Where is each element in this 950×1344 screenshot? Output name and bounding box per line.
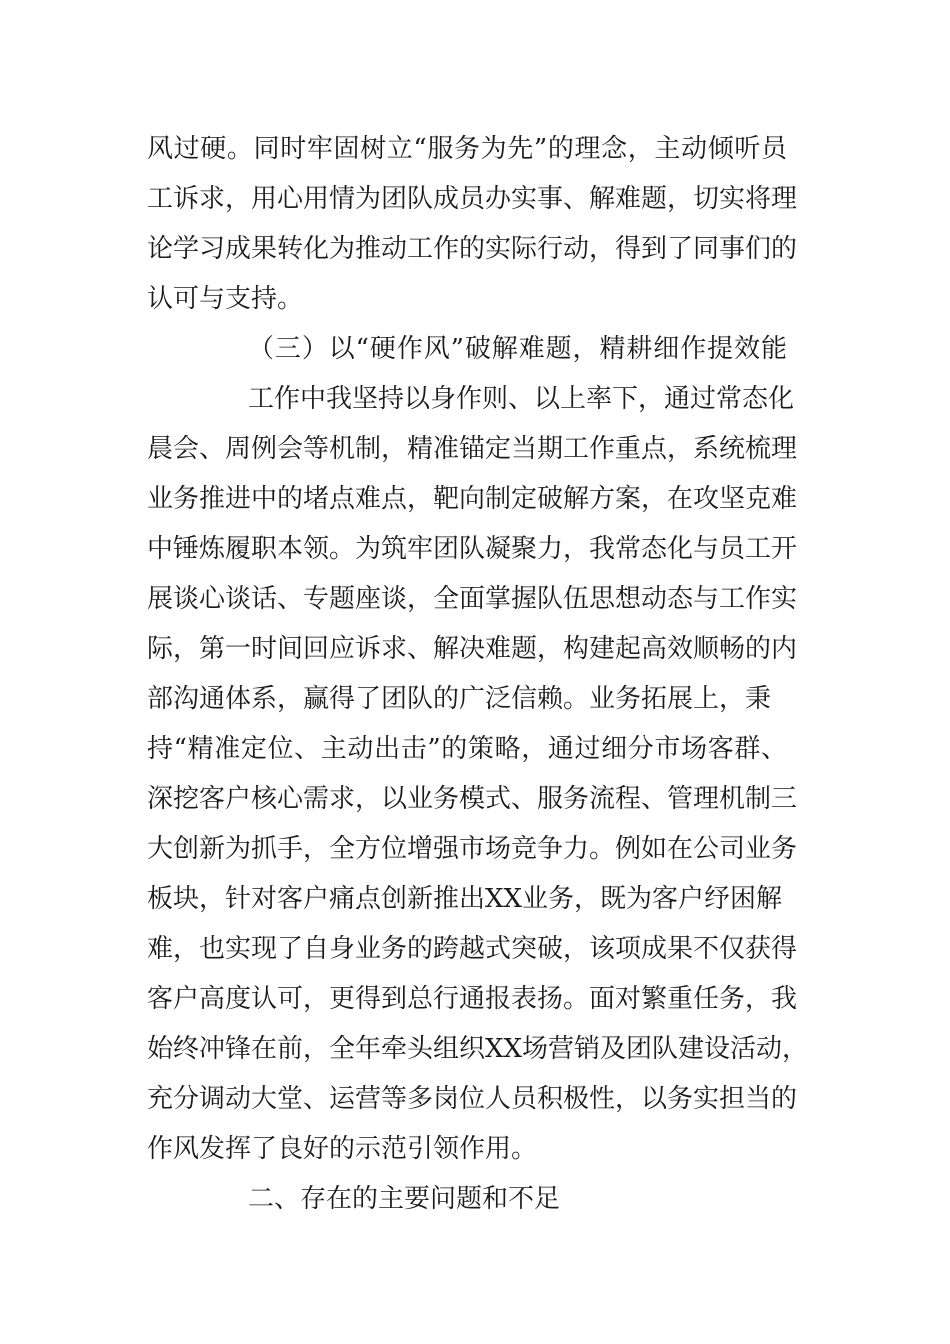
paragraph-line: 晨会、周例会等机制，精准锚定当期工作重点，系统梳理 — [147, 434, 798, 464]
paragraph-line: 际，第一时间回应诉求、解决难题，构建起高效顺畅的内 — [147, 634, 798, 664]
paragraph-line: 部沟通体系，赢得了团队的广泛信赖。业务拓展上，秉 — [147, 684, 772, 714]
paragraph-line: 论学习成果转化为推动工作的实际行动，得到了同事们的 — [147, 234, 798, 264]
paragraph-line: 工诉求，用心用情为团队成员办实事、解难题，切实将理 — [147, 184, 798, 214]
paragraph-line: 中锤炼履职本领。为筑牢团队凝聚力，我常态化与员工开 — [147, 534, 798, 564]
paragraph-line: 工作中我坚持以身作则、以上率下，通过常态化 — [248, 384, 795, 414]
paragraph-line: 板块，针对客户痛点创新推出XX业务，既为客户纾困解 — [147, 884, 783, 914]
paragraph-line: 大创新为抓手，全方位增强市场竞争力。例如在公司业务 — [147, 834, 798, 864]
paragraph-line: 业务推进中的堵点难点，靶向制定破解方案，在攻坚克难 — [147, 484, 798, 514]
paragraph-line: 展谈心谈话、专题座谈，全面掌握队伍思想动态与工作实 — [147, 584, 798, 614]
paragraph-line: 客户高度认可，更得到总行通报表扬。面对繁重任务，我 — [147, 984, 798, 1014]
paragraph-line: 深挖客户核心需求，以业务模式、服务流程、管理机制三 — [147, 784, 798, 814]
paragraph-line: 难，也实现了自身业务的跨越式突破，该项成果不仅获得 — [147, 934, 798, 964]
paragraph-line: 认可与支持。 — [147, 284, 304, 314]
paragraph-line: 作风发挥了良好的示范引领作用。 — [147, 1134, 538, 1164]
paragraph-line: 持“精准定位、主动出击”的策略，通过细分市场客群、 — [147, 734, 787, 764]
paragraph-line: 充分调动大堂、运营等多岗位人员积极性，以务实担当的 — [147, 1084, 798, 1114]
paragraph-line: 风过硬。同时牢固树立“服务为先”的理念，主动倾听员 — [147, 134, 787, 164]
section-heading-2: 二、存在的主要问题和不足 — [248, 1184, 561, 1214]
section-heading-3: （三）以“硬作风”破解难题，精耕细作提效能 — [248, 334, 787, 364]
paragraph-line: 始终冲锋在前，全年牵头组织XX场营销及团队建设活动， — [147, 1034, 809, 1064]
